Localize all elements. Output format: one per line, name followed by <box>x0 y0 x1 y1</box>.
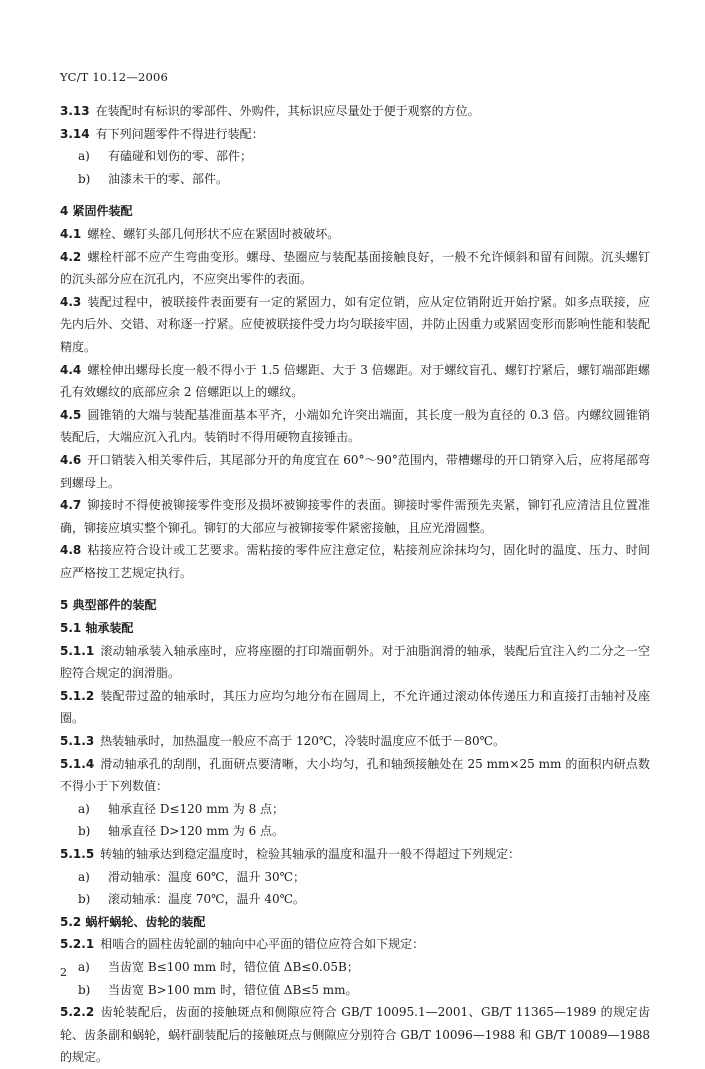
list-item-text: 滚动轴承：温度 70℃，温升 40℃。 <box>108 892 306 907</box>
clause-number: 4.5 <box>60 407 82 422</box>
list-item-text: 当齿宽 B≤100 mm 时，错位值 ΔB≤0.05B； <box>108 959 359 974</box>
clause-text: 开口销装入相关零件后，其尾部分开的角度宜在 60°～90°范围内，带槽螺母的开口销穿入后，应将尾部弯到螺母上。 <box>60 452 650 490</box>
clause-text: 热装轴承时，加热温度一般应不高于 120℃，冷装时温度应不低于－80℃。 <box>100 734 506 749</box>
clause-text: 装配带过盈的轴承时，其压力应均匀地分布在圆周上，不允许通过滚动体传递压力和直接打击轴衬及座圈。 <box>60 688 650 726</box>
clause-number: 3.13 <box>60 104 90 118</box>
list-item-label: a) <box>78 801 90 816</box>
clause-text: 圆锥销的大端与装配基准面基本平齐，小端如允许突出端面，其长度一般为直径的 0.3 倍。内螺纹圆锥销装配后，大端应沉入孔内。装销时不得用硬物直接锤击。 <box>60 407 650 445</box>
clause-number: 5.1.2 <box>60 688 95 703</box>
page-number: 2 <box>60 966 67 979</box>
list-item-text: 当齿宽 B>100 mm 时，错位值 ΔB≤5 mm。 <box>108 982 358 997</box>
clause-paragraph <box>60 494 650 539</box>
list-item <box>60 979 650 1002</box>
clause-paragraph <box>60 123 650 146</box>
clause-text: 螺栓伸出螺母长度一般不得小于 1.5 倍螺距、大于 3 倍螺距。对于螺纹盲孔、螺钉拧紧后，螺钉端部距螺孔有效螺纹的底部应余 2 倍螺距以上的螺纹。 <box>60 362 650 400</box>
section-heading: 4 紧固件装配 <box>60 204 133 219</box>
clause-number: 3.14 <box>60 126 90 141</box>
list-item <box>60 168 650 191</box>
clause-text: 齿轮装配后，齿面的接触斑点和侧隙应符合 GB/T 10095.1—2001、GB/T 11365—1989 的规定齿轮、齿条副和蜗轮，蜗杆副装配后的接触斑点与侧隙应分别符合 GB/T 10096—1988 和 GB/T 10089—1988的规定。 <box>60 1005 650 1065</box>
clause-text: 滚动轴承装入轴承座时，应将座圈的打印端面朝外。对于油脂润滑的轴承，装配后宜注入约二分之一空腔符合规定的润滑脂。 <box>60 643 650 681</box>
clause-text: 有下列问题零件不得进行装配： <box>95 126 264 141</box>
clause-number: 4.3 <box>60 294 82 309</box>
clause-number: 5.1.4 <box>60 756 95 771</box>
clause-paragraph <box>60 449 650 494</box>
clause-number: 4.6 <box>60 452 82 467</box>
list-item-label: a) <box>78 149 90 164</box>
list-item-text: 滑动轴承：温度 60℃，温升 30℃； <box>108 869 306 884</box>
clause-number: 5.1.3 <box>60 734 95 749</box>
clause-number: 5.1.1 <box>60 643 95 658</box>
clause-text: 滑动轴承孔的刮削，孔面研点要清晰，大小均匀，孔和轴颈接触处在 25 mm×25 mm 的面积内研点数不得小于下列数值： <box>60 756 650 794</box>
list-item <box>60 145 650 168</box>
clause-paragraph <box>60 730 650 753</box>
clause-number: 4.8 <box>60 543 82 558</box>
clause-text: 装配过程中，被联接件表面要有一定的紧固力，如有定位销，应从定位销附近开始拧紧。如多点联接，应先内后外、交错、对称逐一拧紧。应使被联接件受力均匀联接牢固，并防止因重力或紧固变形而影响性能和装配精度。 <box>60 294 650 354</box>
clause-paragraph <box>60 843 650 866</box>
clause-text: 铆接时不得使被铆接零件变形及损坏被铆接零件的表面。铆接时零件需预先夹紧，铆钉孔应清洁且位置准确，铆接应填实整个铆孔。铆钉的大部应与被铆接零件紧密接触，且应光滑圆整。 <box>60 498 650 535</box>
clause-paragraph <box>60 1001 650 1069</box>
clause-text: 相啮合的圆柱齿轮副的轴向中心平面的错位应符合如下规定： <box>100 937 425 952</box>
list-item <box>60 866 650 889</box>
subsection-heading: 5.1 轴承装配 <box>60 621 134 636</box>
list-item-label: b) <box>78 982 91 997</box>
list-item-label: b) <box>78 892 91 907</box>
clause-paragraph <box>60 246 650 291</box>
clause-paragraph <box>60 685 650 730</box>
page-content <box>60 100 650 1069</box>
clause-paragraph <box>60 291 650 359</box>
clause-paragraph <box>60 404 650 449</box>
subsection-heading: 5.2 蜗杆蜗轮、齿轮的装配 <box>60 914 206 929</box>
clause-number: 4.7 <box>60 498 82 513</box>
clause-paragraph <box>60 753 650 798</box>
clause-text: 粘接应符合设计或工艺要求。需粘接的零件应注意定位，粘接剂应涂抹均匀，固化时的温度、压力、时间应严格按工艺规定执行。 <box>60 543 650 580</box>
list-item-label: a) <box>78 959 90 974</box>
list-item-text: 油漆未干的零、部件。 <box>108 171 229 186</box>
standard-code-header: YC/T 10.12—2006 <box>60 70 169 84</box>
clause-number: 4.1 <box>60 226 82 241</box>
clause-paragraph <box>60 359 650 404</box>
clause-number: 5.1.5 <box>60 847 95 861</box>
list-item <box>60 956 650 979</box>
list-item-text: 有磕碰和划伤的零、部件； <box>108 149 253 164</box>
clause-paragraph <box>60 933 650 956</box>
clause-number: 4.4 <box>60 362 82 377</box>
list-item <box>60 820 650 843</box>
section-heading: 5 典型部件的装配 <box>60 598 157 613</box>
list-item-label: a) <box>78 869 90 884</box>
list-item-label: b) <box>78 171 91 186</box>
list-item <box>60 888 650 911</box>
clause-text: 在装配时有标识的零部件、外购件，其标识应尽量处于便于观察的方位。 <box>95 104 480 118</box>
list-item-label: b) <box>78 824 91 839</box>
clause-text: 螺栓、螺钉头部几何形状不应在紧固时被破坏。 <box>87 226 340 241</box>
clause-paragraph <box>60 640 650 685</box>
list-item-text: 轴承直径 D>120 mm 为 6 点。 <box>108 824 285 839</box>
clause-number: 5.2.1 <box>60 937 95 952</box>
clause-number: 4.2 <box>60 249 82 264</box>
clause-text: 转轴的轴承达到稳定温度时，检验其轴承的温度和温升一般不得超过下列规定： <box>100 847 521 861</box>
clause-text: 螺栓杆部不应产生弯曲变形。螺母、垫圈应与装配基面接触良好，一般不允许倾斜和留有间隙。沉头螺钉的沉头部分应在沉孔内，不应突出零件的表面。 <box>60 249 650 287</box>
clause-paragraph <box>60 223 650 246</box>
list-item <box>60 798 650 821</box>
clause-paragraph <box>60 539 650 584</box>
clause-paragraph <box>60 100 650 123</box>
list-item-text: 轴承直径 D≤120 mm 为 8 点； <box>108 801 285 816</box>
clause-number: 5.2.2 <box>60 1005 95 1020</box>
